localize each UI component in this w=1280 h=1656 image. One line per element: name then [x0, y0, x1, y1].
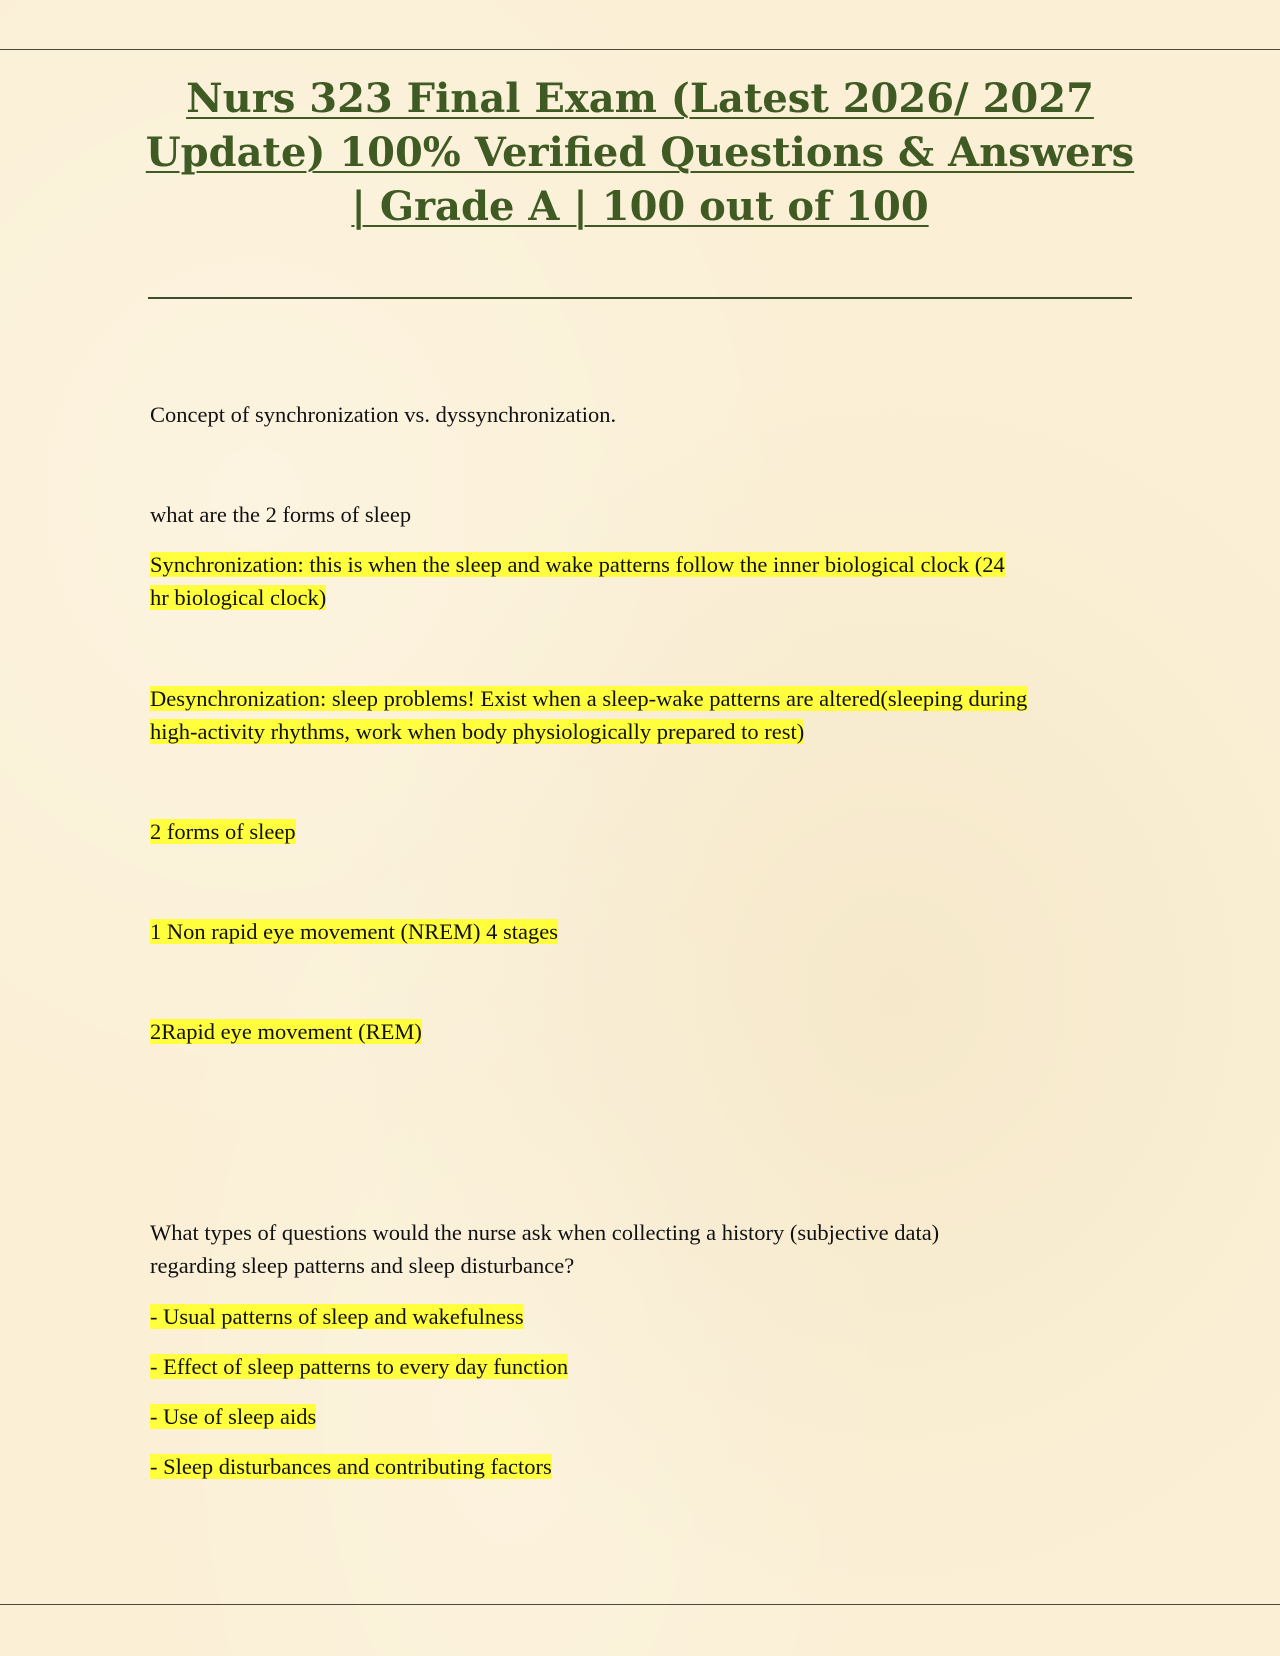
highlight: - Effect of sleep patterns to every day function [150, 1354, 569, 1379]
document-title: Nurs 323 Final Exam (Latest 2026/ 2027 Update) 100% Verified Questions & Answers | Grade A | 100 out of 100 [145, 75, 1135, 230]
title-divider [148, 297, 1132, 299]
answer-list-item [150, 1350, 1140, 1383]
highlight: 1 Non rapid eye movement (NREM) 4 stages [150, 919, 559, 944]
sleep-form-rem [150, 1015, 1140, 1048]
question-1-prompt: what are the 2 forms of sleep [150, 502, 412, 527]
question-2-text-line-1: What types of questions would the nurse ask when collecting a history (subjective data) [150, 1220, 940, 1245]
answer-synchronization-line-2 [150, 581, 1140, 614]
question-2-text-line-2: regarding sleep patterns and sleep disturbance? [150, 1253, 575, 1278]
answer-synchronization-line-1 [150, 548, 1140, 581]
page-top-rule [0, 49, 1280, 50]
answer-desynchronization-line-2 [150, 715, 1140, 748]
highlight: 2Rapid eye movement (REM) [150, 1019, 422, 1044]
highlight: - Use of sleep aids [150, 1404, 317, 1429]
highlight: high-activity rhythms, work when body physiologically prepared to rest) [150, 719, 805, 744]
answer-desynchronization-line-1 [150, 682, 1140, 715]
highlight: Desynchronization: sleep problems! Exist when a sleep-wake patterns are altered(sleeping during [150, 686, 1028, 711]
highlight: - Sleep disturbances and contributing factors [150, 1454, 552, 1479]
sleep-form-nrem [150, 915, 1140, 948]
answer-list-item [150, 1300, 1140, 1333]
forms-of-sleep-heading [150, 815, 1140, 848]
page-bottom-rule [0, 1604, 1280, 1605]
highlight: - Usual patterns of sleep and wakefulness [150, 1304, 524, 1329]
highlight: Synchronization: this is when the sleep and wake patterns follow the inner biological clock (24 [150, 552, 1005, 577]
question-1-text: Concept of synchronization vs. dyssynchronization. [150, 402, 617, 427]
highlight: 2 forms of sleep [150, 819, 296, 844]
answer-list-item [150, 1400, 1140, 1433]
answer-list-item [150, 1450, 1140, 1483]
highlight: hr biological clock) [150, 585, 327, 610]
